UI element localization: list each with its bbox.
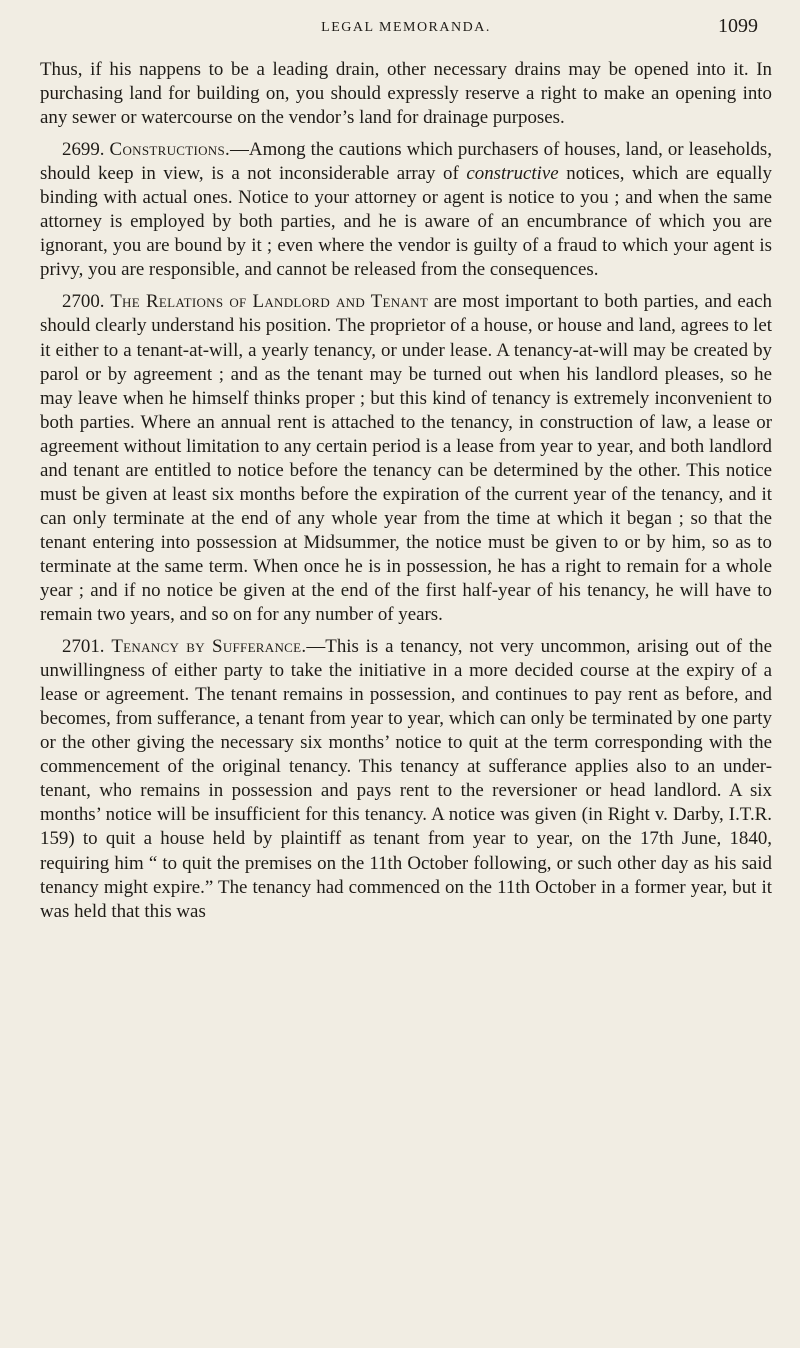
section-heading-2700: The Relations of Landlord and Tenant	[110, 291, 429, 313]
section-heading-2701: Tenancy by Sufferance.	[111, 636, 307, 658]
section-heading-2699: Constructions.	[109, 139, 231, 161]
section-number-2700: 2700.	[62, 291, 105, 313]
italic-term-constructive: constructive	[466, 163, 559, 185]
intro-text: Thus, if his nappens to be a leading drain, other necessary drains may be opened into it. In purchasing land for building on, you should expressly reserve a right to make an opening into any sewer or watercourse on the vendor’s land for drainage purposes.	[40, 59, 772, 129]
section-number-2699: 2699.	[62, 139, 105, 161]
paragraph-2700	[40, 290, 772, 627]
running-head: LEGAL MEMORANDA.	[321, 20, 491, 35]
section-text-2699-a: —Among the cautions which purchasers of houses, land, or leaseholds, should keep in view, is a not inconsiderable array of	[40, 139, 772, 185]
section-text-2701: —This is a tenancy, not very uncommon, arising out of the unwillingness of either party to take the initiative in a more decided course at the expiry of a lease or agreement. The tenant remains in possession, and continues to pay rent as before, and becomes, from sufferance, a tenant from year to year, which can only be terminated by one party or the other giving the necessary six months’ notice to quit at the term corresponding with the commencement of the original tenancy. This tenancy at sufferance applies also to an under-tenant, who remains in possession and pays rent to the reversioner or head landlord. A six months’ notice will be insufficient for this tenancy. A notice was given (in Right v. Darby, I.T.R. 159) to quit a house held by plaintiff as tenant from year to year, on the 17th June, 1840, requiring him “ to quit the premises on the 11th October following, or such other day as his said tenancy might expire.” The tenancy had commenced on the 11th October in a former year, but it was held that this was	[40, 636, 772, 922]
paragraph-intro	[40, 58, 772, 130]
section-number-2701: 2701.	[62, 636, 105, 658]
section-text-2700: are most important to both parties, and each should clearly understand his position. The proprietor of a house, or house and land, agrees to let it either to a tenant-at-will, a yearly tenancy, or under lease. A tenancy-at-will may be created by parol or by agreement ; and as the tenant may be turned out when his landlord pleases, so he may leave when he himself thinks proper ; but this kind of tenancy is extremely inconvenient to both parties. Where an annual rent is attached to the tenancy, in construction of law, a lease or agreement without limitation to any certain period is a lease from year to year, and both landlord and tenant are entitled to notice before the tenancy can be determined by the other. This notice must be given at least six months before the expiration of the current year of the tenancy, and it can only terminate at the end of any whole year from the time at which it began ; so that the tenant entering into possession at Midsummer, the notice must be given to or by him, so as to terminate at the same term. When once he is in possession, he has a right to remain for a whole year ; and if no notice be given at the end of the first half-year of his tenancy, he will have to remain two years, and so on for any number of years.	[40, 291, 772, 626]
page-number: 1099	[718, 15, 758, 37]
section-text-2699-b: notices, which are equally binding with actual ones. Notice to your attorney or agent is notice to you ; and when the same attorney is employed by both parties, and he is aware of an encumbrance of which you are ignorant, you are bound by it ; even where the vendor is guilty of a fraud to which your agent is privy, you are responsible, and cannot be released from the consequences.	[40, 163, 772, 281]
paragraph-2699	[40, 138, 772, 282]
paragraph-2701	[40, 635, 772, 924]
page-header	[40, 0, 772, 58]
